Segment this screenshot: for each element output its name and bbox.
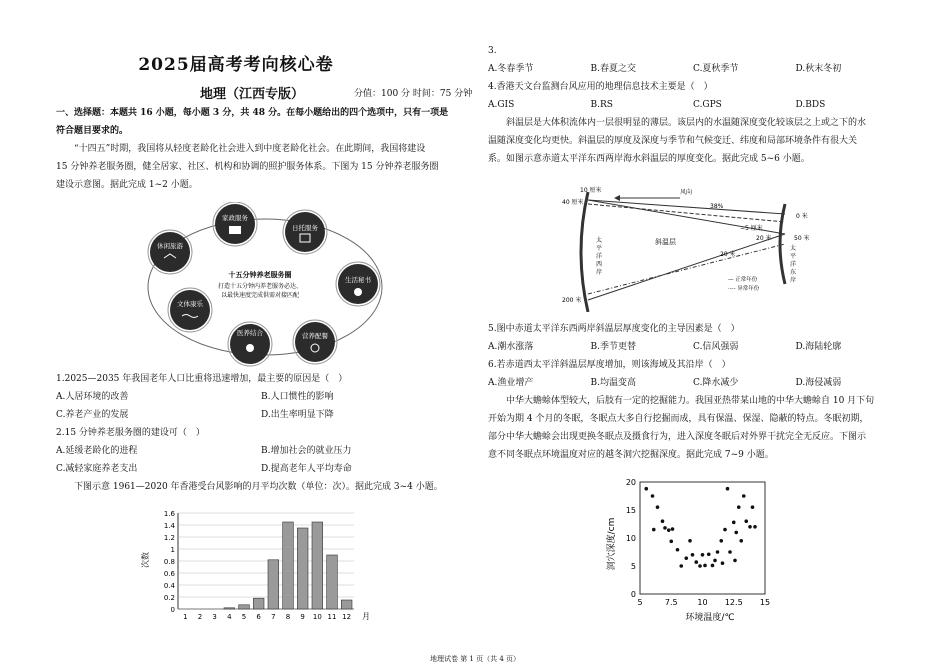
svg-text:太: 太 <box>790 245 797 252</box>
svg-text:平: 平 <box>596 245 603 252</box>
intro-paragraph: 下图示意 1961—2020 年香港受台风影响的月平均次数（单位：次）。据此完成 3~4 小题。 <box>74 482 443 492</box>
scatter-y-tick: 15 <box>625 506 636 515</box>
scatter-point <box>656 505 660 509</box>
question-4-stem: 4.香港天文台监测台风应用的地理信息技术主要是（ ） <box>488 82 713 92</box>
option-d[interactable]: D.出生率明显下降 <box>261 410 334 420</box>
scatter-x-tick: 10 <box>697 598 708 607</box>
scatter-point <box>676 548 680 552</box>
node-label: 文体康乐 <box>177 300 203 308</box>
label-10cm: 10 厘米 <box>580 187 602 194</box>
bar-x-tick: 1 <box>183 613 188 621</box>
question-1-options <box>56 406 466 424</box>
scatter-point <box>737 505 741 509</box>
bar <box>312 522 323 609</box>
bar-x-tick: 12 <box>342 613 352 621</box>
bar <box>283 522 294 609</box>
question-6-stem: 6.若赤道西太平洋斜温层厚度增加，则该海域及其沿岸（ ） <box>488 360 731 370</box>
bar <box>239 605 250 609</box>
svg-text:太: 太 <box>596 237 603 244</box>
scatter-point <box>652 528 656 532</box>
option-a[interactable]: A.冬春季节 <box>488 64 534 74</box>
bar-x-tick: 7 <box>271 613 276 621</box>
option-b[interactable]: B.增加社会的就业压力 <box>261 446 352 456</box>
burrow-depth-scatter <box>600 474 790 624</box>
scatter-point <box>748 525 752 529</box>
scatter-point <box>651 494 655 498</box>
intro-paragraph: 意不同冬眠点环境温度对应的越冬洞穴挖掘深度。据此完成 7~9 小题。 <box>488 450 774 460</box>
svg-text:平: 平 <box>790 253 797 260</box>
bar-y-label: 次数 <box>141 552 150 568</box>
scatter-point <box>753 525 757 529</box>
option-a[interactable]: A.渔业增产 <box>488 378 534 388</box>
option-d[interactable]: D.海侵减弱 <box>795 378 842 388</box>
option-a[interactable]: A.延缓老龄化的进程 <box>56 446 138 456</box>
label-minus5cm: −5 厘米 <box>740 225 763 232</box>
bar-x-label: 月 <box>362 612 370 621</box>
label-0m: 0 米 <box>796 213 808 220</box>
scatter-point <box>679 564 683 568</box>
label-20m-b: 20 米 <box>720 251 736 258</box>
bar-y-tick: 0.4 <box>163 582 175 590</box>
scatter-point <box>739 539 743 543</box>
scatter-point <box>694 560 698 564</box>
intro-paragraph: 系。如图示意赤道太平洋东西两岸海水斜温层的厚度变化。据此完成 5~6 小题。 <box>488 154 810 164</box>
question-1-options <box>56 388 466 406</box>
scatter-point <box>744 519 748 523</box>
node-daycare <box>283 210 327 254</box>
bar-y-tick: 0.8 <box>163 558 175 566</box>
option-d[interactable]: D.提高老年人平均寿命 <box>261 464 352 474</box>
bar <box>327 555 338 609</box>
svg-text:洋: 洋 <box>596 253 603 260</box>
option-d[interactable]: D.BDS <box>795 100 826 110</box>
circle-center-line1: 十五分钟养老服务圈 <box>228 271 292 279</box>
intro-paragraph: 建设示意图。据此完成 1~2 小题。 <box>56 180 198 190</box>
scatter-point <box>703 564 707 568</box>
bar-y-tick: 1.4 <box>163 522 175 530</box>
scatter-x-tick: 15 <box>759 598 771 607</box>
bar-y-tick: 1.6 <box>163 510 175 518</box>
bar-x-tick: 6 <box>256 613 261 621</box>
scatter-point <box>723 528 727 532</box>
scatter-point <box>701 553 705 557</box>
question-5-stem: 5.图中赤道太平洋东西两岸斜温层厚度变化的主导因素是（ ） <box>488 324 740 334</box>
option-a[interactable]: A.潮水涨落 <box>488 342 534 352</box>
scatter-point <box>742 494 746 498</box>
scatter-y-tick: 10 <box>625 534 636 543</box>
label-thermocline: 斜温层 <box>655 238 676 246</box>
thermocline-diagram <box>560 184 820 312</box>
question-2-options <box>56 460 466 478</box>
scatter-point <box>751 505 755 509</box>
question-2-options <box>56 442 466 460</box>
label-wind: 风向 <box>680 189 693 196</box>
node-leisure-travel <box>148 230 192 274</box>
intro-paragraph: 15 分钟养老服务圈，健全居家、社区、机构和协调的照护服务体系。下图为 15 分钟养老服务圈 <box>56 162 439 172</box>
bar <box>224 608 235 609</box>
question-2-stem: 2.15 分钟养老服务圈的建设可（ ） <box>56 428 205 438</box>
scatter-point <box>669 540 673 544</box>
scatter-point <box>734 531 738 535</box>
bar-y-tick: 0.2 <box>163 594 175 602</box>
option-c[interactable]: C.夏秋季节 <box>693 64 739 74</box>
scatter-x-tick: 12.5 <box>724 598 743 607</box>
typhoon-bar-chart <box>140 505 380 625</box>
bar-x-tick: 10 <box>312 613 322 621</box>
page-title: 2025届高考考向核心卷 <box>138 55 334 75</box>
scatter-point <box>644 487 648 491</box>
bar <box>253 598 264 609</box>
label-40cm: 40 厘米 <box>562 199 584 206</box>
label-50m: 50 米 <box>794 235 810 242</box>
node-label: 家政服务 <box>222 214 248 222</box>
option-c[interactable]: C.信风强弱 <box>693 342 739 352</box>
bar-x-tick: 2 <box>197 613 203 621</box>
node-label: 休闲旅游 <box>157 242 183 250</box>
scatter-point <box>732 521 736 525</box>
option-c[interactable]: C.GPS <box>693 100 722 110</box>
svg-text:岸: 岸 <box>596 269 603 276</box>
bar-x-tick: 3 <box>212 613 217 621</box>
option-b[interactable]: B.RS <box>590 100 613 110</box>
scatter-point <box>716 550 720 554</box>
option-a[interactable]: A.GIS <box>488 100 515 110</box>
circle-center-line3: 以最快速度完成供需对接匹配 <box>220 292 300 299</box>
intro-paragraph: 开始为期 4 个月的冬眠，冬眠点大多自行挖掘而成，具有保温、保湿、隐蔽的特点。冬眠初期， <box>488 414 869 424</box>
intro-paragraph: 斜温层是大体积流体内一层很明显的薄层。该层内的水温随深度变化较该层之上或之下的水 <box>506 118 867 128</box>
node-medical-care <box>228 322 272 366</box>
bar <box>341 600 352 609</box>
bar-y-tick: 1.2 <box>163 534 175 542</box>
question-6-options <box>488 374 898 392</box>
question-3-options <box>488 60 898 78</box>
scatter-point <box>688 539 692 543</box>
scatter-point <box>698 564 702 568</box>
node-housekeeping <box>213 202 257 246</box>
page-footer: 地理试卷 第 1 页（共 4 页） <box>429 655 521 663</box>
service-circle-diagram <box>140 202 390 367</box>
label-200m: 200 米 <box>562 297 582 304</box>
svg-text:西: 西 <box>596 261 603 268</box>
bar-y-tick: 0.6 <box>163 570 175 578</box>
node-recreation <box>168 288 212 332</box>
bar-x-tick: 5 <box>241 613 247 621</box>
scatter-point <box>691 553 695 557</box>
node-life-secretary <box>336 262 380 306</box>
svg-text:东: 东 <box>790 269 797 276</box>
option-b[interactable]: B.均温变高 <box>590 378 636 388</box>
question-3-stem: 3. <box>488 46 497 56</box>
question-5-options <box>488 338 898 356</box>
scatter-point <box>719 539 723 543</box>
scatter-point <box>711 564 715 568</box>
option-c[interactable]: C.减轻家庭养老支出 <box>56 464 138 474</box>
bar <box>268 560 279 609</box>
scatter-x-tick: 5 <box>637 598 643 607</box>
node-label: 营养配餐 <box>302 332 328 340</box>
label-east-coast <box>790 244 796 284</box>
bar-y-tick: 1 <box>170 546 175 554</box>
scatter-point <box>726 487 730 491</box>
option-c[interactable]: C.降水减少 <box>693 378 739 388</box>
option-b[interactable]: B.季节更替 <box>590 342 636 352</box>
label-38pct: 38% <box>710 203 724 210</box>
intro-paragraph: 中华大蟾蜍体型较大，后肢有一定的挖掘能力。我国亚热带某山地的中华大蟾蜍自 10 月下旬 <box>506 396 875 406</box>
scatter-point <box>663 526 667 530</box>
node-label: 生活秘书 <box>345 276 371 284</box>
intro-paragraph: 温随深度变化均更快。斜温层的厚度及深度与季节和气候变迁、纬度和局部环境条件有很大关 <box>488 136 858 146</box>
scatter-y-tick: 20 <box>625 478 636 487</box>
option-d[interactable]: D.秋末冬初 <box>795 64 842 74</box>
option-c[interactable]: C.养老产业的发展 <box>56 410 129 420</box>
scatter-point <box>721 561 725 565</box>
option-d[interactable]: D.海陆轮廓 <box>795 342 842 352</box>
question-1-stem: 1.2025—2035 年我国老年人口比重将迅速增加，最主要的原因是（ ） <box>56 374 348 384</box>
scatter-y-tick: 5 <box>630 562 636 571</box>
section-heading: 一、选择题：本题共 16 小题，每小题 3 分，共 48 分。在每小题给出的四个选项中，只有一项是 <box>56 108 449 118</box>
scatter-x-tick: 7.5 <box>664 598 678 607</box>
scatter-point <box>707 552 711 556</box>
circle-center-line2: 打造十五分钟内养老服务必达、 <box>217 283 303 290</box>
bar-x-tick: 9 <box>300 613 305 621</box>
option-a[interactable]: A.人居环境的改善 <box>56 392 129 402</box>
question-4-options <box>488 96 898 114</box>
intro-paragraph: 部分中华大蟾蜍会出现更换冬眠点及摄食行为，进入深度冬眠后对外界干扰完全无反应。下图示 <box>488 432 867 442</box>
bar-x-tick: 4 <box>227 613 232 621</box>
label-west-coast <box>596 236 602 276</box>
score-time-meta: 分值：100 分 时间：75 分钟 <box>354 89 473 99</box>
legend-normal: — 正常年份 <box>728 277 758 283</box>
page-subtitle: 地理（江西专版） <box>200 87 305 102</box>
label-20m-a: 20 米 <box>756 235 772 242</box>
scatter-x-label: 环境温度/℃ <box>685 613 735 623</box>
bar-y-tick: 0 <box>170 606 175 614</box>
scatter-point <box>713 559 717 563</box>
node-label: 日托服务 <box>292 224 318 232</box>
scatter-y-tick: 0 <box>630 590 636 599</box>
bar-x-tick: 11 <box>327 613 337 621</box>
option-b[interactable]: B.人口惯性的影响 <box>261 392 334 402</box>
scatter-y-label: 洞穴深度/cm <box>607 517 617 571</box>
node-nutrition <box>293 320 337 364</box>
scatter-frame <box>640 482 765 594</box>
svg-text:洋: 洋 <box>790 261 797 268</box>
scatter-point <box>684 556 688 560</box>
scatter-point <box>661 519 665 523</box>
scatter-point <box>728 550 732 554</box>
intro-paragraph: “十四五”时期，我国将从轻度老龄化社会进入到中度老龄化社会。在此期间，我国将建设 <box>74 144 426 154</box>
legend-abnormal: ·-·- 异常年份 <box>728 286 760 292</box>
section-heading-cont: 符合题目要求的。 <box>56 126 129 136</box>
scatter-point <box>671 527 675 531</box>
option-b[interactable]: B.春夏之交 <box>590 64 636 74</box>
svg-text:岸: 岸 <box>790 277 797 284</box>
bar <box>297 528 308 609</box>
scatter-point <box>733 559 737 563</box>
node-label: 医养结合 <box>237 329 263 337</box>
bar-x-tick: 8 <box>285 613 291 621</box>
scatter-point <box>667 528 671 532</box>
